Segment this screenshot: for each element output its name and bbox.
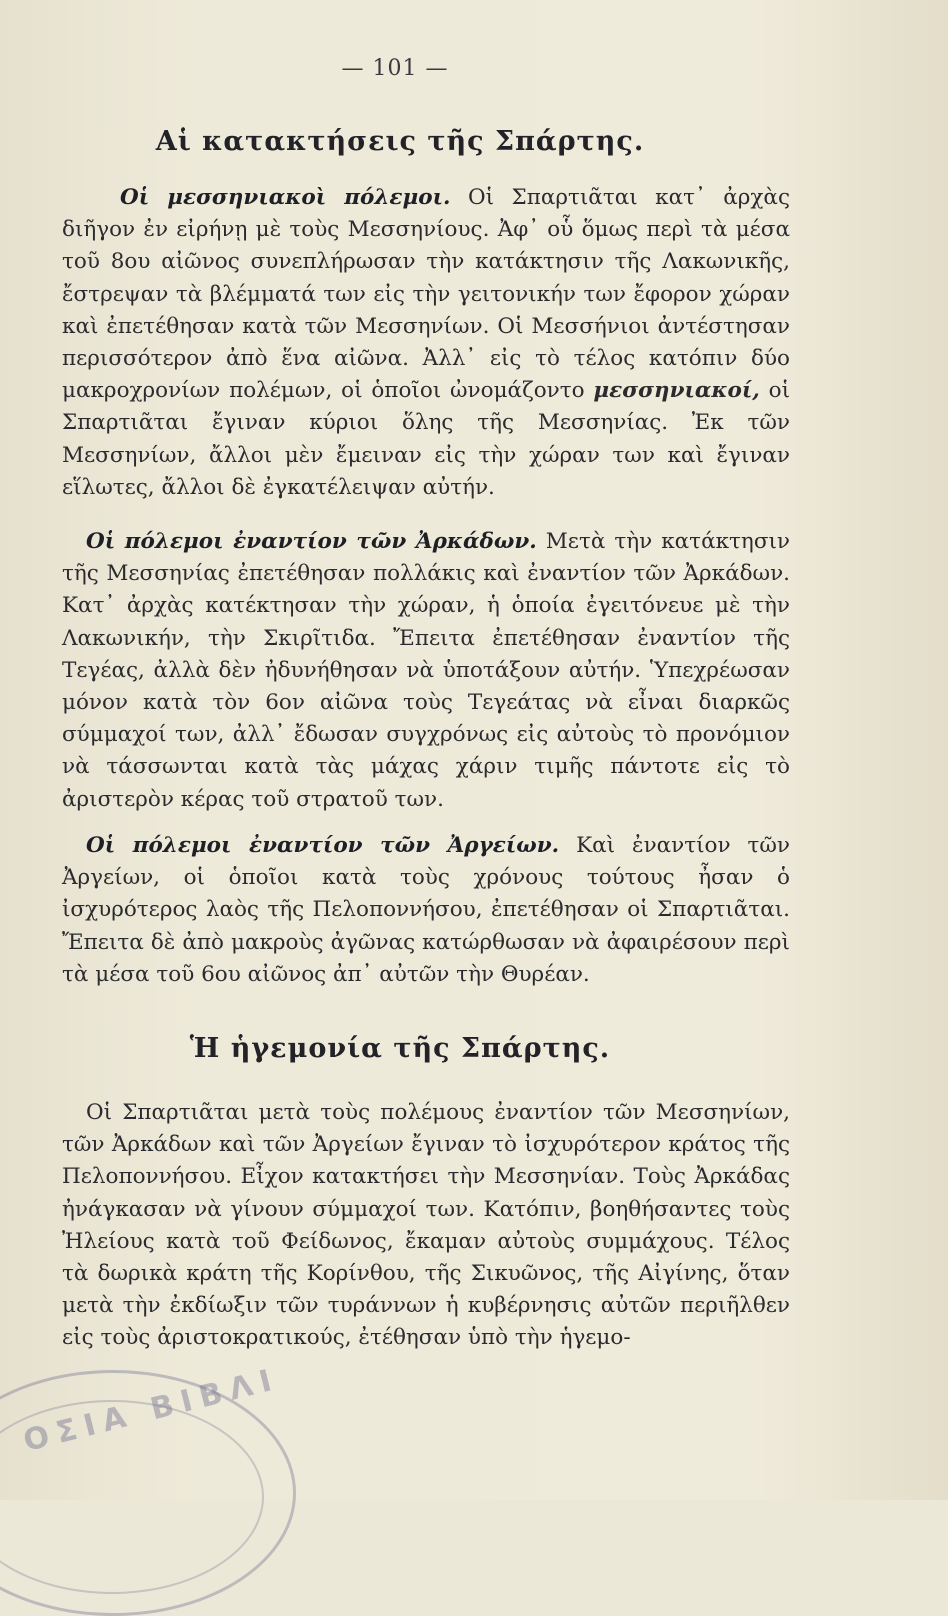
paragraph-argive-wars	[62, 830, 790, 991]
paragraph-hegemony	[62, 1097, 790, 1355]
page-number: — 101 —	[341, 56, 449, 81]
paragraph-lead: Οἱ πόλεμοι ἐναντίον τῶν Ἀργείων.	[86, 833, 560, 858]
section-heading-conquests: Αἱ κατακτήσεις τῆς Σπάρτης.	[155, 126, 645, 157]
paragraph-lead: Οἱ πόλεμοι ἐναντίον τῶν Ἀρκάδων.	[86, 529, 537, 554]
paragraph-lead: Οἱ μεσσηνιακοὶ πόλεμοι.	[120, 185, 451, 210]
paragraph-text: Καὶ ἐναντίον τῶν Ἀργείων, οἱ ὁποῖοι κατὰ τοὺς χρόνους τούτους ἦσαν ὁ ἰσχυρότερος λαὸς τῆς Πελοποννήσου, ἐπετέθησαν οἱ Σπαρτιᾶται. Ἔπειτα δὲ ἀπὸ μακροὺς ἀγῶνας κατώρθωσαν νὰ ἀφαιρέσουν περὶ τὰ μέσα τοῦ 6ου αἰῶνος ἀπ᾽ αὐτῶν τὴν Θυρέαν.	[62, 833, 790, 987]
paragraph-arcadian-wars	[62, 526, 790, 816]
paragraph-text: Μετὰ τὴν κατάκτησιν τῆς Μεσσηνίας ἐπετέθησαν πολλάκις καὶ ἐναντίον τῶν Ἀρκάδων. Κατ᾽ ἀρχὰς κατέκτησαν τὴν χώραν, ἡ ὁποία ἐγειτόνευε μὲ τὴν Λακωνικήν, τὴν Σκιρῖτιδα. Ἔπειτα ἐπετέθησαν ἐναντίον τῆς Τεγέας, ἀλλὰ δὲν ἠδυνήθησαν νὰ ὑποτάξουν αὐτήν. Ὑπεχρέωσαν μόνον κατὰ τὸν 6ον αἰῶνα τοὺς Τεγεάτας νὰ εἶναι διαρκῶς σύμμαχοί των, ἀλλ᾽ ἔδωσαν συγχρόνως εἰς αὐτοὺς τὸ προνόμιον νὰ τάσσωνται κατὰ τὰς μάχας χάριν τιμῆς πάντοτε εἰς τὸ ἀριστερὸν κέρας τοῦ στρατοῦ των.	[62, 529, 790, 812]
paragraph-text: Οἱ Σπαρτιᾶται μετὰ τοὺς πολέμους ἐναντίον τῶν Μεσσηνίων, τῶν Ἀρκάδων καὶ τῶν Ἀργείων ἔγιναν τὸ ἰσχυρότερον κράτος τῆς Πελοποννήσου. Εἶχον κατακτήσει τὴν Μεσσηνίαν. Τοὺς Ἀρκάδας ἠνάγκασαν νὰ γίνουν σύμμαχοί των. Κατόπιν, βοηθήσαντες τοὺς Ἠλείους κατὰ τοῦ Φείδωνος, ἔκαμαν αὐτοὺς συμμάχους. Τέλος τὰ δωρικὰ κράτη τῆς Κορίνθου, τῆς Σικυῶνος, τῆς Αἰγίνης, ὅταν μετὰ τὴν ἐκδίωξιν τῶν τυράννων ἡ κυβέρνησις αὐτῶν περιῆλθεν εἰς τοὺς ἀριστοκρατικούς, ἐτέθησαν ὑπὸ τὴν ἡγεμο-	[62, 1100, 790, 1351]
emphasized-term: μεσσηνιακοί,	[593, 378, 760, 404]
paragraph-text: οἱ Σπαρτιᾶται ἔγιναν κύριοι ὅλης τῆς Μεσσηνίας. Ἐκ τῶν Μεσσηνίων, ἄλλοι μὲν ἔμειναν εἰς τὴν χώραν των καὶ ἔγιναν εἵλωτες, ἄλλοι δὲ ἐγκατέλειψαν αὐτήν.	[62, 378, 790, 500]
paragraph-messenian-wars	[62, 182, 790, 504]
library-stamp-text: ΟΣΙΑ ΒΙΒΛΙ	[20, 1361, 283, 1459]
section-heading-hegemony: Ἡ ἡγεμονία τῆς Σπάρτης.	[189, 1033, 611, 1064]
paragraph-text: Οἱ Σπαρτιᾶται κατ᾽ ἀρχὰς διῆγον ἐν εἰρήνῃ μὲ τοὺς Μεσσηνίους. Ἀφ᾽ οὗ ὅμως περὶ τὰ μέσα τοῦ 8ου αἰῶνος συνεπλήρωσαν τὴν κατάκτησιν τῆς Λακωνικῆς, ἔστρεψαν τὰ βλέμματά των εἰς τὴν γειτονικήν των ἔφορον χώραν καὶ ἐπετέθησαν κατὰ τῶν Μεσσηνίων. Οἱ Μεσσήνιοι ἀντέστησαν περισσότερον ἀπὸ ἕνα αἰῶνα. Ἀλλ᾽ εἰς τὸ τέλος κατόπιν δύο μακροχρονίων πολέμων, οἱ ὁποῖοι ὠνομάζοντο	[62, 185, 790, 404]
